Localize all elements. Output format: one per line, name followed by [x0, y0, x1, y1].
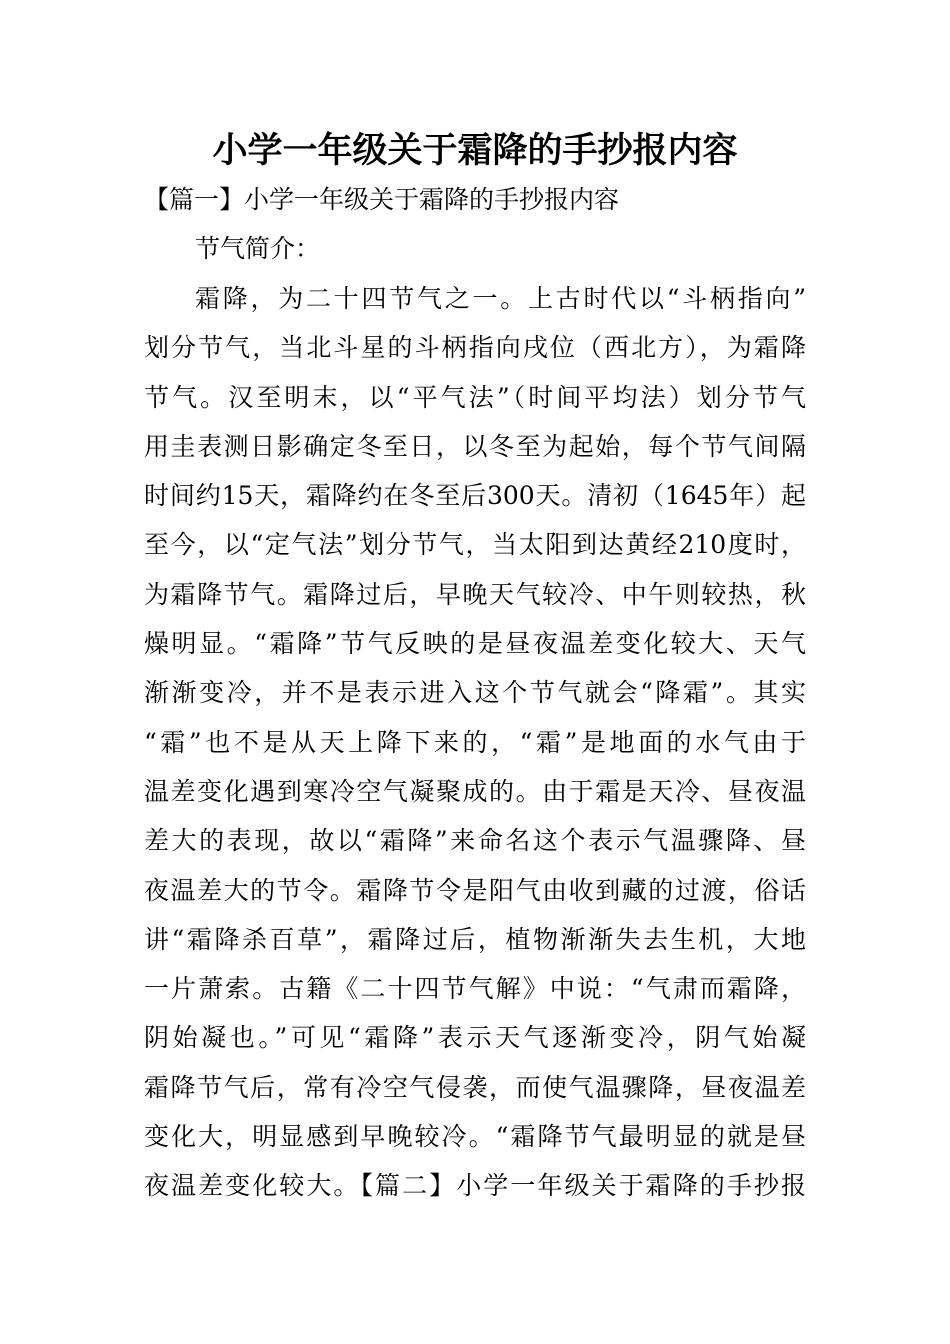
- body-line: 时间约15天，霜降约在冬至后300天。清初（1645年）起: [144, 481, 806, 511]
- section-subtitle: 【篇一】小学一年级关于霜降的手抄报内容: [144, 185, 620, 214]
- body-line: 划分节气，当北斗星的斗柄指向戌位（西北方），为霜降: [144, 333, 806, 363]
- body-line: 一片萧索。古籍《二十四节气解》中说：“气肃而霜降，: [144, 974, 806, 1004]
- body-line: 霜降节气后，常有冷空气侵袭，而使气温骤降，昼夜温差: [144, 1072, 806, 1102]
- body-line: 阴始凝也。”可见“霜降”表示天气逐渐变冷，阴气始凝: [144, 1023, 806, 1053]
- body-line: 霜降，为二十四节气之一。上古时代以“斗柄指向”: [195, 284, 806, 313]
- body-line: 变化大，明显感到早晚较冷。“霜降节气最明显的就是昼: [144, 1122, 806, 1152]
- section-heading: 节气简介：: [195, 234, 321, 263]
- body-line: 讲“霜降杀百草”，霜降过后，植物渐渐失去生机，大地: [144, 924, 806, 954]
- body-line: 为霜降节气。霜降过后，早晚天气较冷、中午则较热，秋: [144, 579, 806, 609]
- body-line: 差大的表现，故以“霜降”来命名这个表示气温骤降、昼: [144, 826, 806, 856]
- body-line: 燥明显。“霜降”节气反映的是昼夜温差变化较大、天气: [144, 629, 806, 659]
- body-text: [144, 279, 806, 1216]
- document-title: 小学一年级关于霜降的手抄报内容: [212, 131, 738, 171]
- body-line: 温差变化遇到寒冷空气凝聚成的。由于霜是天冷、昼夜温: [144, 776, 806, 806]
- body-line: 至今，以“定气法”划分节气，当太阳到达黄经210度时，: [144, 530, 806, 560]
- body-line: 夜温差大的节令。霜降节令是阳气由收到藏的过渡，俗话: [144, 875, 806, 905]
- body-line: “霜”也不是从天上降下来的，“霜”是地面的水气由于: [144, 727, 806, 757]
- body-line: 用圭表测日影确定冬至日，以冬至为起始，每个节气间隔: [144, 431, 806, 461]
- body-line: 节气。汉至明末，以“平气法”（时间平均法）划分节气: [144, 382, 806, 412]
- body-line: 夜温差变化较大。【篇二】小学一年级关于霜降的手抄报: [144, 1171, 806, 1201]
- body-line: 渐渐变冷，并不是表示进入这个节气就会“降霜”。其实: [144, 678, 806, 708]
